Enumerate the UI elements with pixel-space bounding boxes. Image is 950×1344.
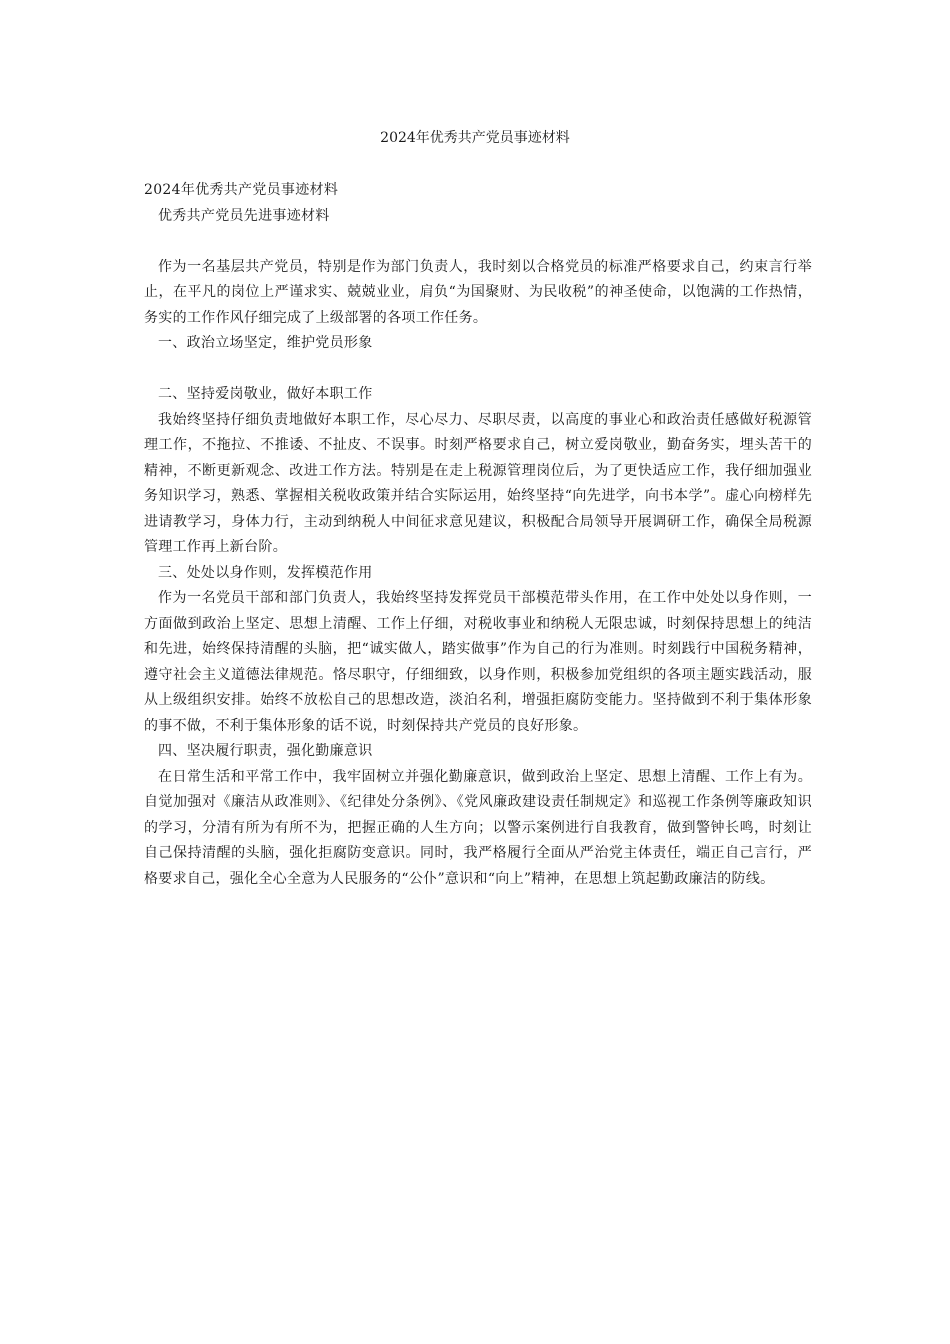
section-4-paragraph: 在日常生活和平常工作中，我牢固树立并强化勤廉意识，做到政治上坚定、思想上清醒、工作上有为。自觉加强对《廉洁从政准则》、《纪律处分条例》、《党风廉政建设责任制规定》和巡视工作条例等廉政知识的学习，分清有所为有所不为，把握正确的人生方向；以警示案例进行自我教育，做到警钟长鸣，时刻让自己保持清醒的头脑，强化拒腐防变意识。同时，我严格履行全面从严治党主体责任，端正自己言行，严格要求自己，强化全心全意为人民服务的“公仆”意识和“向上”精神，在思想上筑起勤政廉洁的防线。 [144,768,812,887]
section-4-heading: 四、坚决履行职责，强化勤廉意识 [158,743,373,759]
blank-line [144,357,812,383]
document-subtitle: 2024年优秀共产党员事迹材料 [144,182,339,198]
document-subheading: 优秀共产党员先进事迹材料 [158,207,330,224]
intro-paragraph: 作为一名基层共产党员，特别是作为部门负责人，我时刻以合格党员的标准严格要求自己，约束言行举止，在平凡的岗位上严谨求实、兢兢业业，肩负“为国聚财、为民收税”的神圣使命，以饱满的工作热情，务实的工作作风仔细完成了上级部署的各项工作任务。 [144,258,812,326]
section-3-heading: 三、处处以身作则，发挥模范作用 [158,564,373,581]
document-title: 2024年优秀共产党员事迹材料 [380,130,570,146]
section-2-heading: 二、坚持爱岗敬业，做好本职工作 [158,386,373,402]
section-3-paragraph: 作为一名党员干部和部门负责人，我始终坚持发挥党员干部模范带头作用，在工作中处处以身作则，一方面做到政治上坚定、思想上清醒、工作上仔细，对税收事业和纳税人无限忠诚，时刻保持思想上的纯洁和先进，始终保持清醒的头脑，把“诚实做人，踏实做事”作为自己的行为准则。时刻践行中国税务精神，遵守社会主义道德法律规范。恪尽职守，仔细细致，以身作则，积极参加党组织的各项主题实践活动，服从上级组织安排。始终不放松自己的思想改造，淡泊名利，增强拒腐防变能力。坚持做到不利于集体形象的事不做，不利于集体形象的话不说，时刻保持共产党员的良好形象。 [144,590,812,734]
section-2-paragraph: 我始终坚持仔细负责地做好本职工作，尽心尽力、尽职尽责，以高度的事业心和政治责任感做好税源管理工作，不拖拉、不推诿、不扯皮、不误事。时刻严格要求自己，树立爱岗敬业，勤奋务实，埋头苦干的精神，不断更新观念、改进工作方法。特别是在走上税源管理岗位后，为了更快适应工作，我仔细加强业务知识学习，熟悉、掌握相关税收政策并结合实际运用，始终坚持“向先进学，向书本学”。虚心向榜样先进请教学习，身体力行，主动到纳税人中间征求意见建议，积极配合局领导开展调研工作，确保全局税源管理工作再上新台阶。 [144,411,812,555]
section-1-heading: 一、政治立场坚定，维护党员形象 [158,335,373,351]
document-body [144,178,812,892]
blank-line [144,229,812,255]
